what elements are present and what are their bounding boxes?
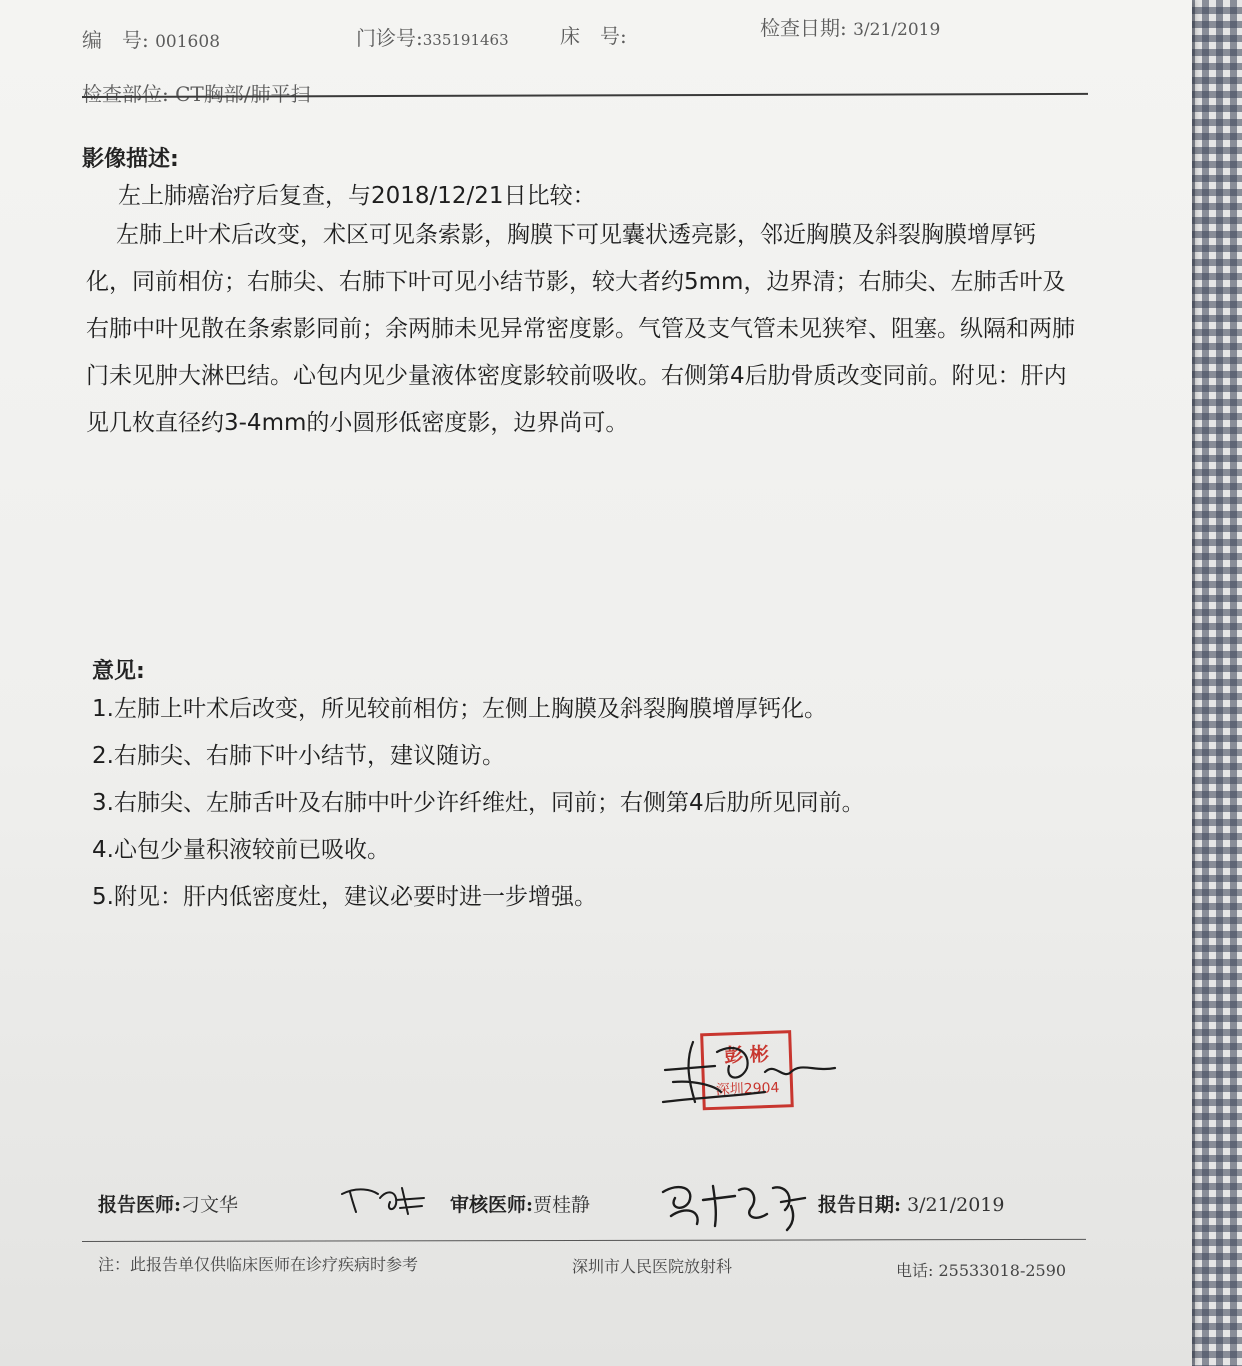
serial-field <box>82 24 220 53</box>
exam-date-value: 3/21/2019 <box>853 20 941 40</box>
list-item: 5.附见：肝内低密度灶，建议必要时进一步增强。 <box>92 884 597 910</box>
list-item: 3.右肺尖、左肺舌叶及右肺中叶少许纤维灶，同前；右侧第4后肋所见同前。 <box>92 790 865 816</box>
bed-number-label: 床 号: <box>560 24 627 48</box>
exam-part-label: 检查部位: <box>82 82 169 106</box>
clinic-number-label: 门诊号: <box>356 26 423 50</box>
stamp-line-2: 深圳2904 <box>715 1080 780 1099</box>
report-date-label: 报告日期: <box>818 1194 902 1216</box>
list-item: 2.右肺尖、右肺下叶小结节，建议随访。 <box>92 743 505 769</box>
phone-value: 25533018-2590 <box>938 1261 1067 1280</box>
exam-date-label: 检查日期: <box>760 16 847 40</box>
bed-number-field <box>560 20 627 49</box>
reviewer-label: 审核医师: <box>450 1194 534 1216</box>
serial-label: 编 号: <box>82 28 149 52</box>
opinion-list <box>92 686 865 921</box>
list-item: 4.心包少量积液较前已吸收。 <box>92 837 390 863</box>
reviewer-name: 贾桂静 <box>533 1194 591 1216</box>
exam-date-field <box>760 12 940 41</box>
description-title: 影像描述: <box>82 147 179 172</box>
reporter-label: 报告医师: <box>98 1194 182 1216</box>
department-name: 深圳市人民医院放射科 <box>572 1257 733 1276</box>
serial-value: 001608 <box>155 32 221 52</box>
exam-part-field <box>82 78 311 107</box>
report-date-field <box>818 1190 1004 1217</box>
description-comparison: 左上肺癌治疗后复查，与2018/12/21日比较： <box>118 183 596 209</box>
stamp-line-1: 彭 彬 <box>723 1043 770 1068</box>
reviewer-signature <box>655 1176 825 1232</box>
opinion-title: 意见: <box>92 659 145 684</box>
description-findings: 左肺上叶术后改变，术区可见条索影，胸膜下可见囊状透亮影，邻近胸膜及斜裂胸膜增厚钙化，同前相仿；右肺尖、右肺下叶可见小结节影，较大者约5mm，边界清；右肺尖、左肺舌叶及右肺中叶见散在条索影同前；余两肺未见异常密度影。气管及支气管未见狭窄、阻塞。纵隔和两肺门未见肿大淋巴结。心包内见少量液体密度影较前吸收。右侧第4后肋骨质改变同前。附见：肝内见几枚直径约3-4mm的小圆形低密度影，边界尚可。 <box>86 222 1075 436</box>
reporter-name: 刁文华 <box>181 1194 239 1216</box>
reviewer-field <box>450 1190 590 1217</box>
phone-label: 电话: <box>896 1261 934 1280</box>
report-date-value: 3/21/2019 <box>907 1194 1005 1216</box>
footer-divider <box>82 1239 1086 1242</box>
reporter-signature <box>338 1180 428 1220</box>
list-item: 1.左肺上叶术后改变，所见较前相仿；左侧上胸膜及斜裂胸膜增厚钙化。 <box>92 696 827 722</box>
disclaimer-note: 注：此报告单仅供临床医师在诊疗疾病时参考 <box>98 1255 419 1274</box>
doctor-stamp-signature <box>655 1022 845 1122</box>
clinic-number-value: 335191463 <box>422 31 509 49</box>
exam-part-value: CT胸部/肺平扫 <box>175 82 311 106</box>
reporter-field <box>98 1190 238 1217</box>
phone-field <box>896 1258 1066 1281</box>
clinic-number-field <box>356 22 509 51</box>
